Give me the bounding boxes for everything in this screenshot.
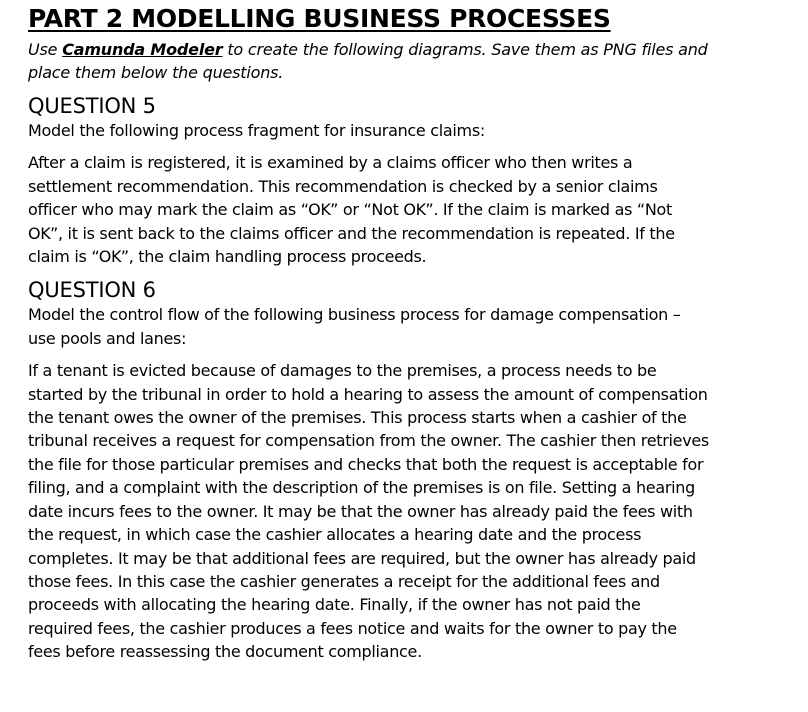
instructions-line-2: place them below the questions. <box>28 63 284 82</box>
scenario-line: required fees, the cashier produces a fees notice and waits for the owner to pay the <box>28 618 677 638</box>
question-6-prompt-line: Model the control flow of the following business process for damage compensation – <box>28 305 681 325</box>
question-6-heading: QUESTION 6 <box>28 278 156 303</box>
instructions-prefix: Use <box>28 40 63 59</box>
question-6-prompt <box>28 303 788 350</box>
scenario-line: started by the tribunal in order to hold a hearing to assess the amount of compensation <box>28 384 708 404</box>
question-5-prompt <box>28 119 788 142</box>
scenario-line: those fees. In this case the cashier generates a receipt for the additional fees and <box>28 571 660 591</box>
question-6-prompt-line: use pools and lanes: <box>28 328 187 348</box>
instructions <box>28 38 778 84</box>
scenario-line: fees before reassessing the document compliance. <box>28 642 422 662</box>
instructions-suffix: to create the following diagrams. Save them as PNG files and <box>222 40 708 59</box>
scenario-line: tribunal receives a request for compensation from the owner. The cashier then retrieves <box>28 431 709 451</box>
question-5-prompt-line: Model the following process fragment for insurance claims: <box>28 121 485 140</box>
page-title: PART 2 MODELLING BUSINESS PROCESSES <box>28 4 611 33</box>
tool-name: Camunda Modeler <box>62 40 223 59</box>
scenario-line: OK”, it is sent back to the claims officer and the recommendation is repeated. If the <box>28 223 675 243</box>
scenario-line: completes. It may be that additional fees are required, but the owner has already paid <box>28 548 696 568</box>
scenario-line: the tenant owes the owner of the premises. This process starts when a cashier of the <box>28 408 687 428</box>
question-6-scenario <box>28 359 788 663</box>
scenario-line: the request, in which case the cashier allocates a hearing date and the process <box>28 525 642 545</box>
scenario-line: the file for those particular premises and checks that both the request is acceptable for <box>28 454 704 474</box>
question-5-heading: QUESTION 5 <box>28 94 156 118</box>
scenario-line: settlement recommendation. This recommendation is checked by a senior claims <box>28 176 658 196</box>
scenario-line: claim is “OK”, the claim handling process proceeds. <box>28 247 427 267</box>
scenario-line: proceeds with allocating the hearing date. Finally, if the owner has not paid the <box>28 595 641 615</box>
scenario-line: filing, and a complaint with the description of the premises is on file. Setting a hearing <box>28 478 695 498</box>
scenario-line: If a tenant is evicted because of damages to the premises, a process needs to be <box>28 361 657 381</box>
scenario-line: After a claim is registered, it is examined by a claims officer who then writes a <box>28 153 633 173</box>
scenario-line: date incurs fees to the owner. It may be that the owner has already paid the fees with <box>28 501 693 521</box>
scenario-line: officer who may mark the claim as “OK” or “Not OK”. If the claim is marked as “Not <box>28 200 673 220</box>
question-5-scenario <box>28 151 788 268</box>
